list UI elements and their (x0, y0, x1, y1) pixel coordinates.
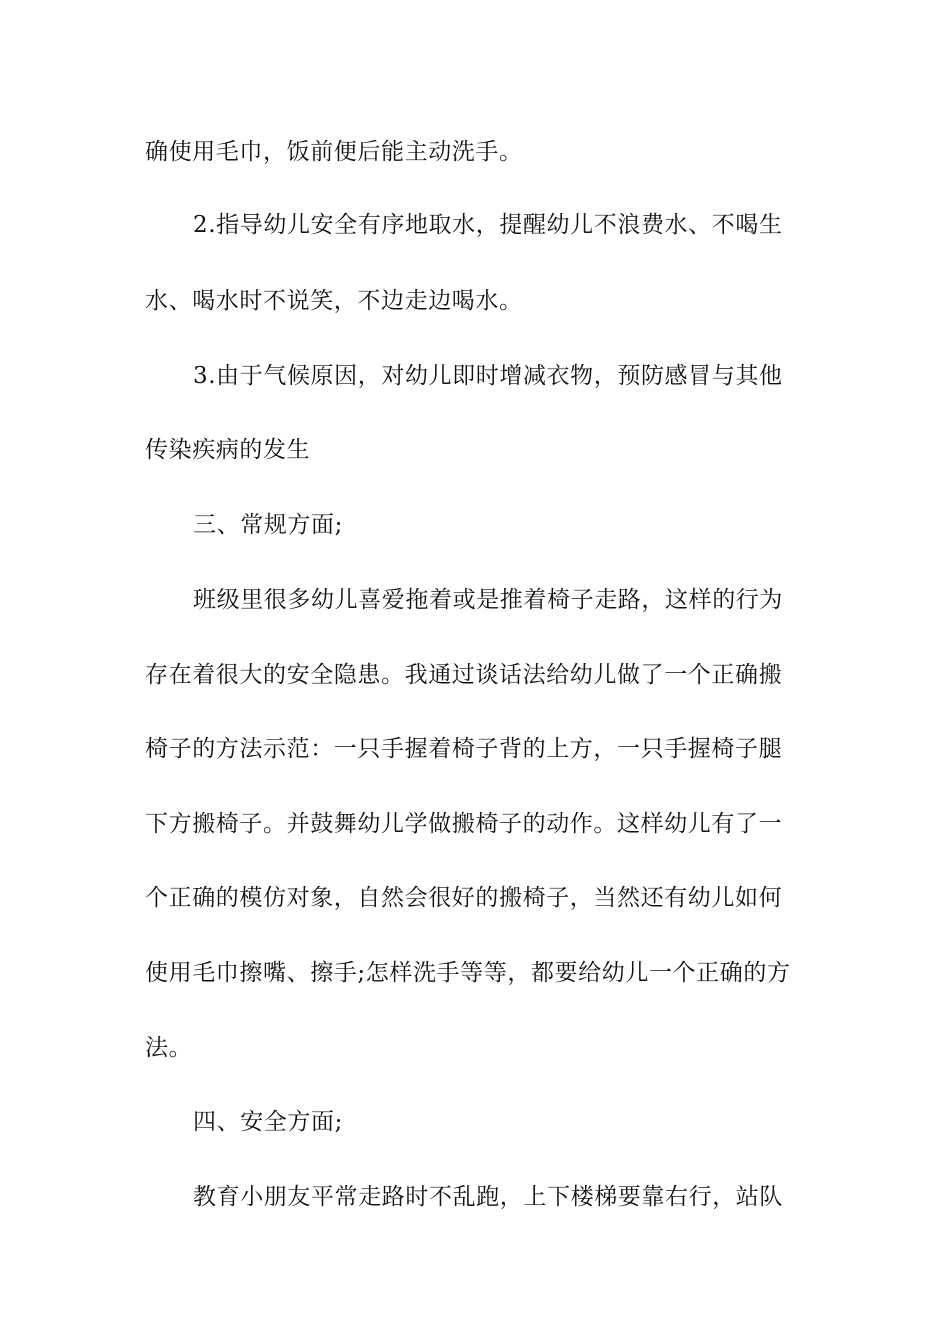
text-line: 2.指导幼儿安全有序地取水，提醒幼儿不浪费水、不喝生 (193, 212, 783, 238)
text-line: 使用毛巾擦嘴、擦手;怎样洗手等等，都要给幼儿一个正确的方 (145, 960, 791, 986)
text-line: 下方搬椅子。并鼓舞幼儿学做搬椅子的动作。这样幼儿有了一 (145, 811, 783, 837)
text-line: 教育小朋友平常走路时不乱跑，上下楼梯要靠右行，站队 (193, 1184, 783, 1210)
text-line: 水、喝水时不说笑，不边走边喝水。 (145, 288, 523, 314)
text-line: 确使用毛巾，饭前便后能主动洗手。 (145, 139, 523, 165)
text-line: 传染疾病的发生 (145, 437, 311, 463)
section-heading: 四、安全方面; (193, 1109, 343, 1135)
text-line: 班级里很多幼儿喜爱拖着或是推着椅子走路，这样的行为 (193, 587, 783, 613)
text-line: 个正确的模仿对象，自然会很好的搬椅子，当然还有幼儿如何 (145, 885, 783, 911)
section-heading: 三、常规方面; (193, 512, 343, 538)
text-line: 存在着很大的安全隐患。我通过谈话法给幼儿做了一个正确搬 (145, 662, 783, 688)
text-line: 3.由于气候原因，对幼儿即时增减衣物，预防感冒与其他 (193, 363, 783, 389)
text-line: 椅子的方法示范：一只手握着椅子背的上方，一只手握椅子腿 (145, 736, 783, 762)
text-line: 法。 (145, 1035, 193, 1061)
